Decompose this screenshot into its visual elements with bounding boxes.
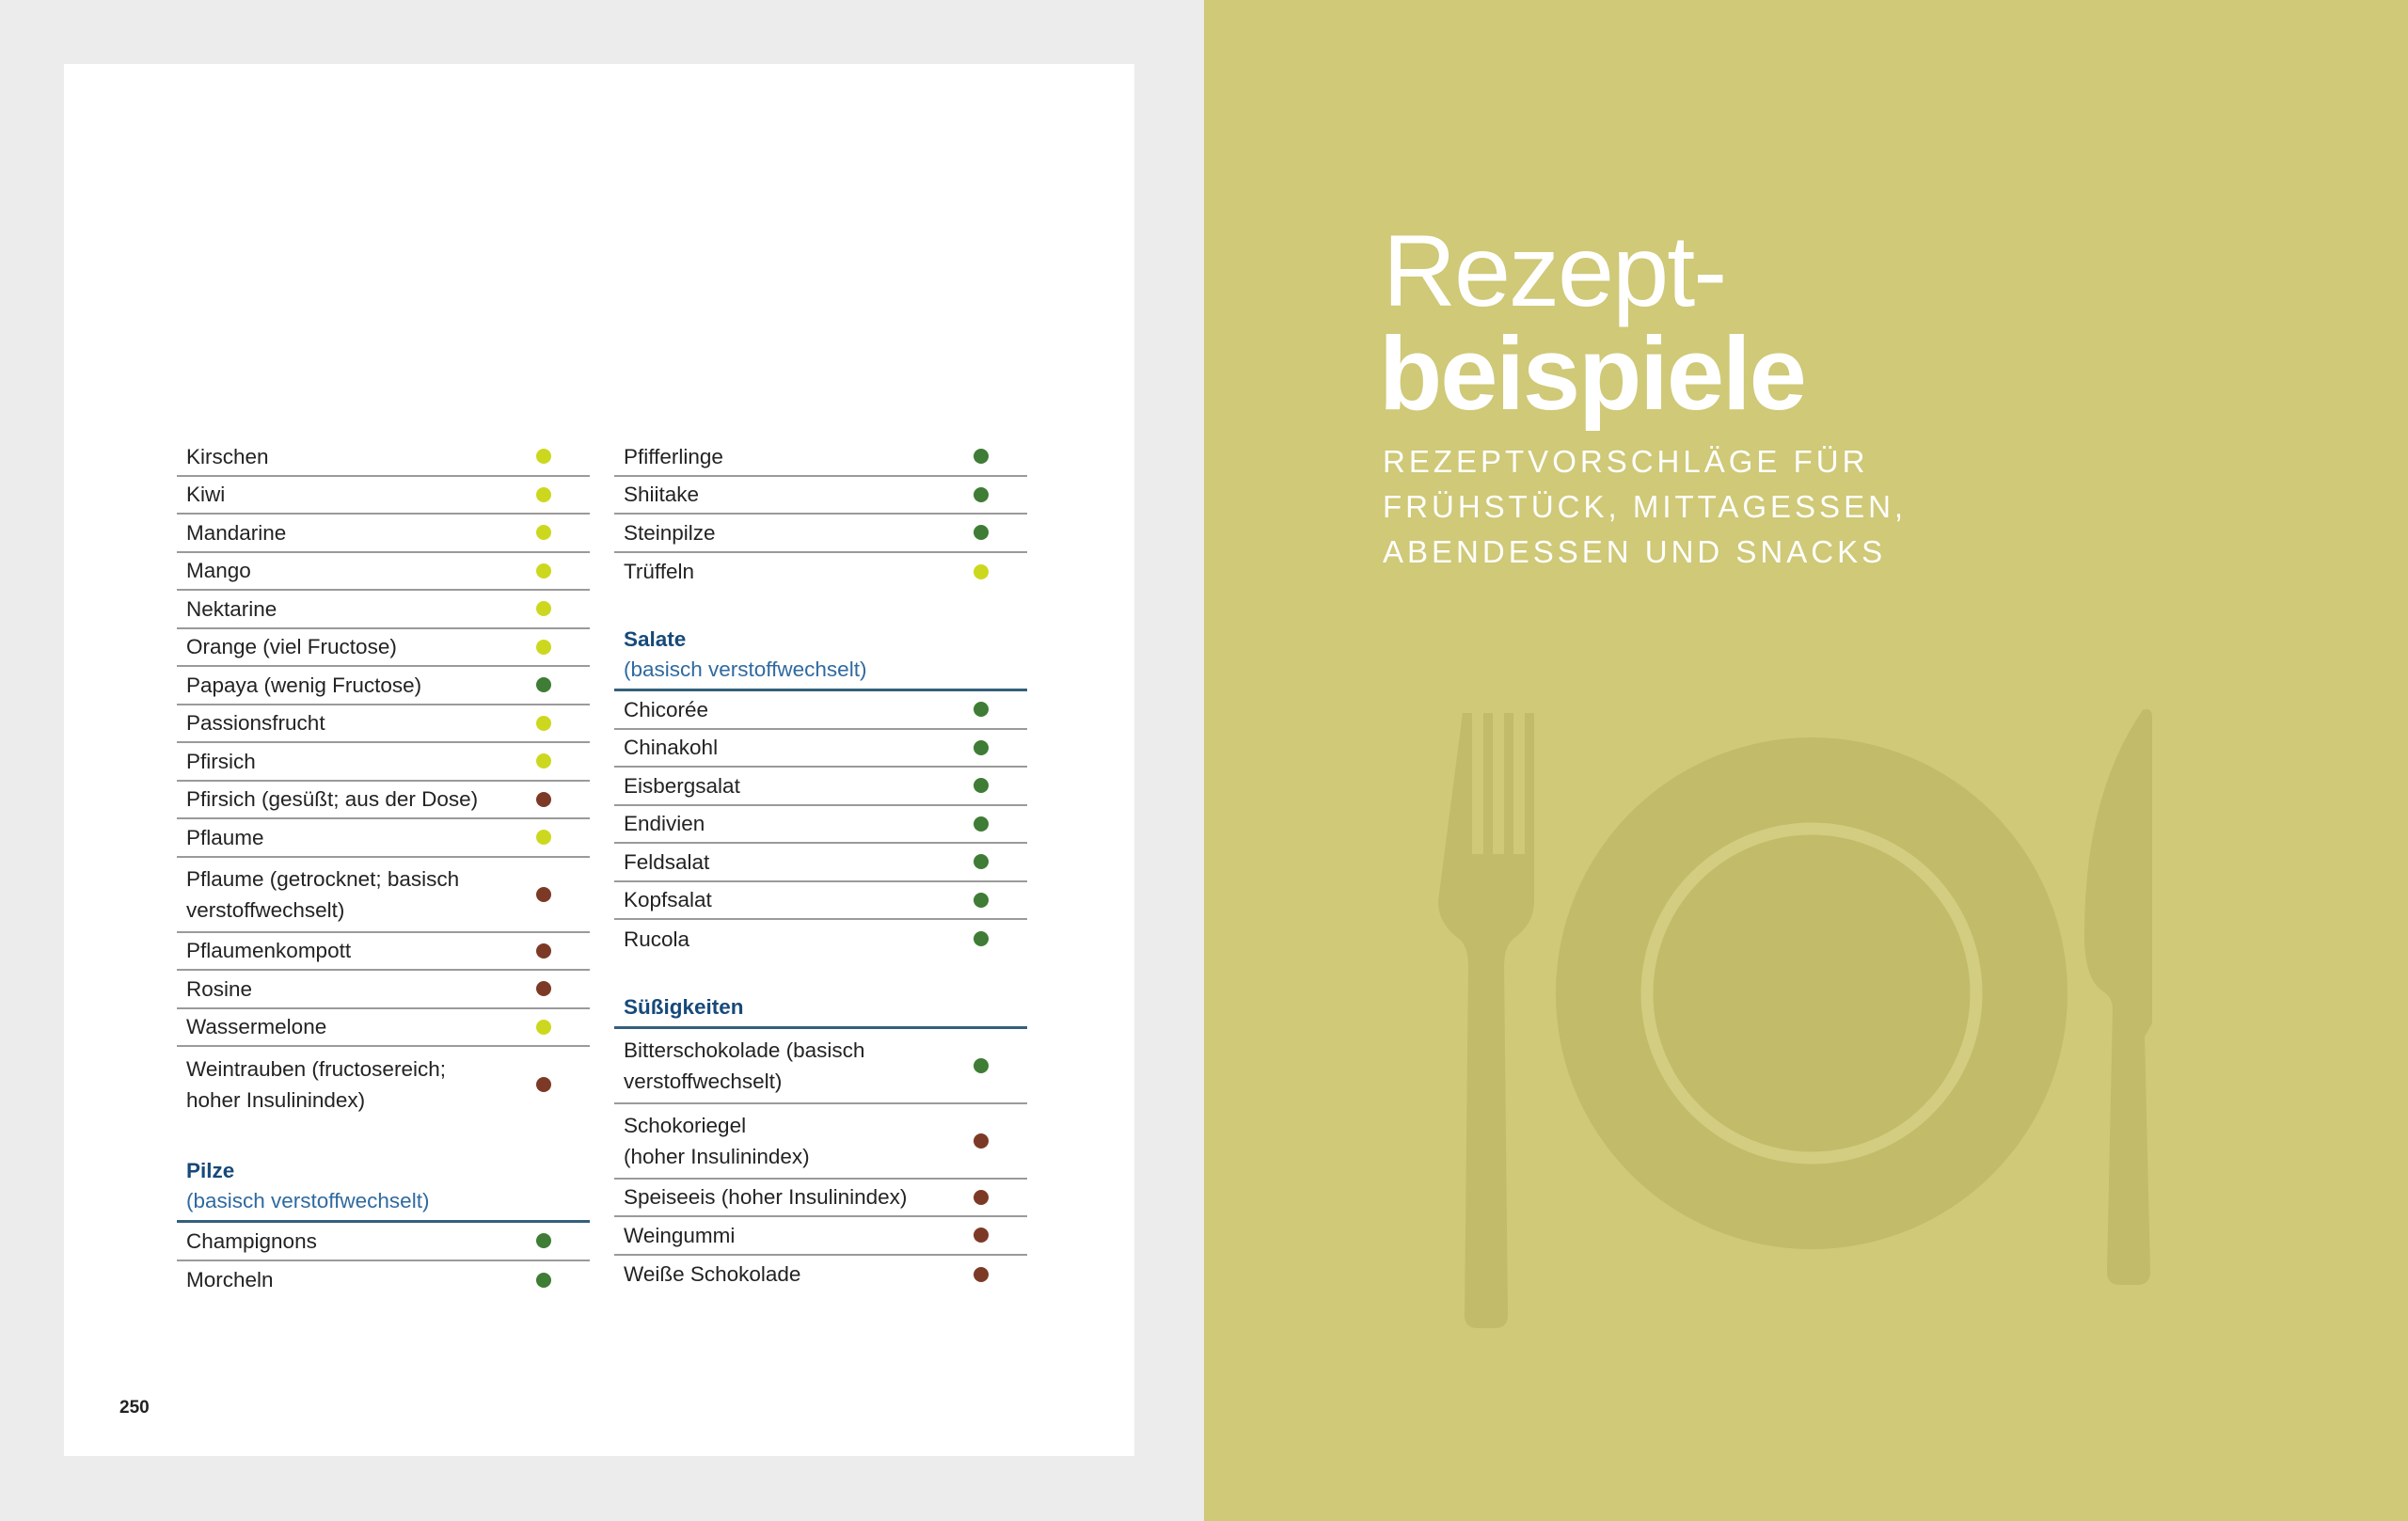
rating-dot [536,792,551,807]
section-header-pilze [177,1152,590,1223]
list-item [177,1261,590,1300]
chapter-title-line2: beispiele [1379,316,1805,432]
item-name-line: (hoher Insulinindex) [624,1144,810,1168]
rating-dot [974,931,989,946]
list-item [177,667,590,705]
rating-dot [536,753,551,768]
list-item [614,438,1027,477]
rating-dot [974,525,989,540]
list-item [177,1047,590,1122]
item-name: Speiseeis (hoher Insulinindex) [624,1185,908,1210]
item-name [624,1110,974,1172]
list-item [614,1256,1027,1294]
item-name-line: verstoffwechselt) [186,897,345,922]
fork-icon [1438,713,1534,1328]
chapter-subtitle-line2: FRÜHSTÜCK, MITTAGESSEN, [1383,489,1908,524]
right-column [614,438,1027,1293]
list-item [177,933,590,972]
rating-dot [974,740,989,755]
rating-dot [974,1133,989,1149]
list-item [614,1217,1027,1256]
list-item [614,553,1027,592]
item-name-line: Bitterschokolade (basisch [624,1038,865,1062]
rating-dot [536,1077,551,1092]
rating-dot [536,563,551,578]
list-item [614,1104,1027,1180]
rating-dot [536,887,551,902]
rating-dot [536,1233,551,1248]
rating-dot [536,830,551,845]
item-name [624,1035,974,1097]
item-name: Kiwi [186,483,226,507]
section-title: Süßigkeiten [624,994,744,1019]
item-name: Orange (viel Fructose) [186,635,397,659]
rating-dot [536,716,551,731]
section-subtitle: (basisch verstoffwechselt) [186,1189,430,1212]
item-name: Feldsalat [624,849,710,874]
list-item [177,438,590,477]
item-name: Rosine [186,976,253,1001]
section-title: Salate [624,627,687,651]
list-item [614,1180,1027,1218]
item-name-line: Pflaume (getrocknet; basisch [186,866,460,891]
item-name-line: Weintrauben (fructosereich; [186,1057,446,1081]
item-name-line: Schokoriegel [624,1113,747,1137]
list-item [177,553,590,592]
item-name: Papaya (wenig Fructose) [186,673,422,697]
page-number: 250 [119,1398,150,1418]
rating-dot [974,1267,989,1282]
rating-dot [974,778,989,793]
rating-dot [974,1228,989,1243]
knife-icon [2084,709,2152,1285]
list-item [614,477,1027,515]
list-item [614,691,1027,730]
list-item [614,515,1027,553]
item-name: Pfirsich [186,749,256,773]
rating-dot [974,449,989,464]
list-item [614,920,1027,959]
item-name: Endivien [624,812,705,836]
list-item [614,844,1027,882]
rating-dot [536,981,551,996]
list-item [177,705,590,744]
chapter-subtitle-line1: REZEPTVORSCHLÄGE FÜR [1383,444,1869,479]
chapter-subtitle-line3: ABENDESSEN UND SNACKS [1383,534,1887,569]
item-name: Kirschen [186,444,269,468]
list-item [177,1223,590,1261]
item-name: Champignons [186,1228,317,1253]
section-header-suessigkeiten [614,989,1027,1029]
item-name: Nektarine [186,596,277,621]
rating-dot [536,449,551,464]
list-item [177,819,590,858]
item-name-line: verstoffwechselt) [624,1069,783,1093]
rating-dot [974,854,989,869]
rating-dot [536,525,551,540]
item-name: Pflaumenkompott [186,939,352,963]
item-name: Weingummi [624,1223,736,1247]
rating-dot [974,816,989,832]
item-name: Rucola [624,927,690,951]
rating-dot [536,1020,551,1035]
list-item [177,782,590,820]
list-item [177,971,590,1009]
rating-dot [974,487,989,502]
list-item [177,743,590,782]
item-name: Weiße Schokolade [624,1262,801,1287]
item-name: Chicorée [624,697,709,721]
item-name: Kopfsalat [624,888,712,912]
item-name: Shiitake [624,483,700,507]
left-column [177,438,590,1299]
item-name: Passionsfrucht [186,711,325,736]
rating-dot [974,893,989,908]
rating-dot [974,702,989,717]
rating-dot [536,1273,551,1288]
rating-dot [536,601,551,616]
item-name: Eisbergsalat [624,773,740,798]
rating-dot [536,640,551,655]
list-item [177,515,590,553]
list-item [177,477,590,515]
list-item [614,1029,1027,1104]
section-subtitle: (basisch verstoffwechselt) [624,658,867,681]
list-item [614,882,1027,921]
item-name: Morcheln [186,1268,274,1292]
plate-icon [1556,737,2067,1249]
item-name: Pfifferlinge [624,444,723,468]
item-name-line: hoher Insulinindex) [186,1088,366,1112]
rating-dot [974,564,989,579]
rating-dot [974,1190,989,1205]
list-item [614,730,1027,768]
list-item [177,858,590,933]
list-item [614,806,1027,845]
item-name: Pflaume [186,825,264,849]
rating-dot [536,943,551,959]
item-name [186,863,536,926]
rating-dot [536,677,551,692]
section-title: Pilze [186,1159,235,1182]
item-name: Chinakohl [624,736,719,760]
rating-dot [536,487,551,502]
list-item [177,1009,590,1048]
item-name: Mango [186,559,251,583]
list-item [614,768,1027,806]
item-name: Steinpilze [624,520,716,545]
list-item [177,629,590,668]
item-name: Mandarine [186,520,287,545]
item-name: Pfirsich (gesüßt; aus der Dose) [186,787,479,812]
rating-dot [974,1058,989,1073]
item-name: Wassermelone [186,1015,327,1039]
section-header-salate [614,621,1027,691]
chapter-opener-page [1204,0,2408,1521]
item-name: Trüffeln [624,560,695,584]
chapter-title-line1: Rezept- [1383,214,1726,327]
item-name [186,1054,536,1116]
list-item [177,591,590,629]
